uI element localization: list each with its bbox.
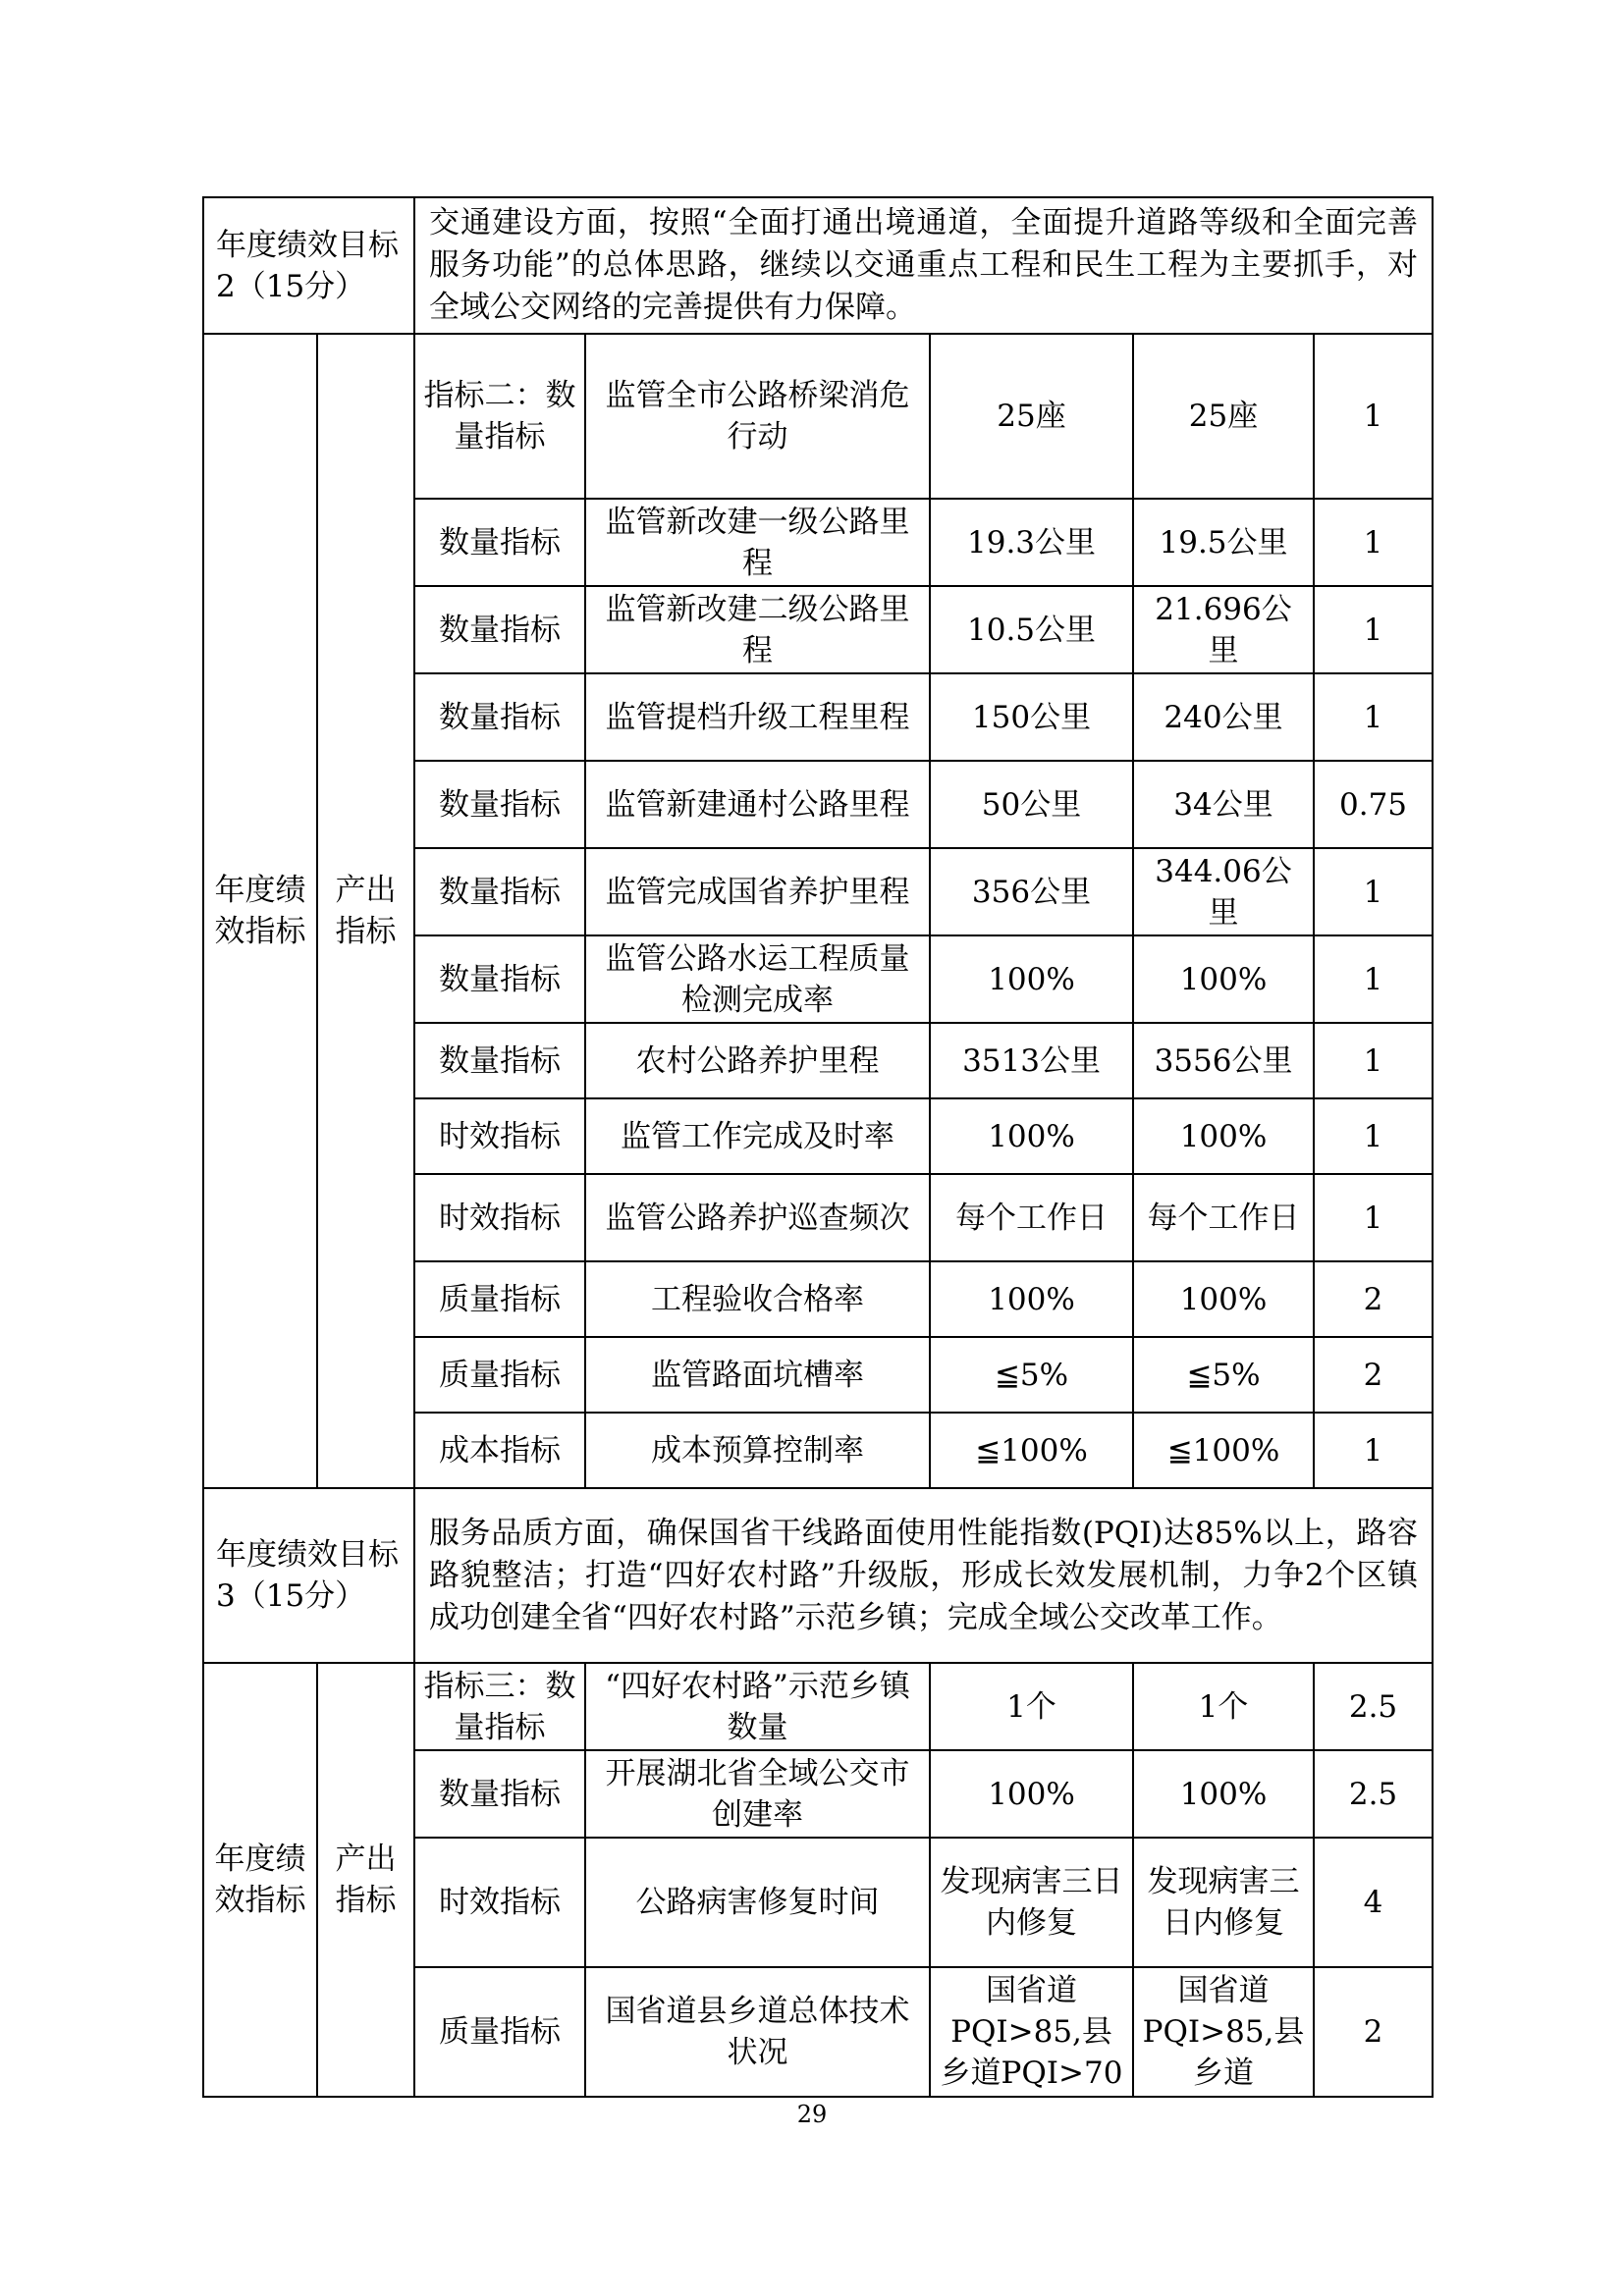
indicator-type: 数量指标 bbox=[414, 499, 585, 586]
indicator-name: “四好农村路”示范乡镇数量 bbox=[585, 1663, 930, 1750]
actual-value: 240公里 bbox=[1133, 673, 1314, 761]
indicator-type: 指标三：数量指标 bbox=[414, 1663, 585, 1750]
indicator-name: 监管完成国省养护里程 bbox=[585, 848, 930, 935]
score-value: 1 bbox=[1314, 848, 1433, 935]
target-value: ≦5% bbox=[930, 1337, 1133, 1413]
actual-value: 3556公里 bbox=[1133, 1023, 1314, 1098]
indicator-name: 国省道县乡道总体技术状况 bbox=[585, 1967, 930, 2097]
actual-value: 21.696公里 bbox=[1133, 586, 1314, 673]
indicator-type: 数量指标 bbox=[414, 1023, 585, 1098]
goal-3-label: 年度绩效目标3（15分） bbox=[203, 1488, 414, 1663]
indicator-type: 时效指标 bbox=[414, 1098, 585, 1174]
score-value: 1 bbox=[1314, 1413, 1433, 1488]
target-value: 100% bbox=[930, 1750, 1133, 1838]
indicator-type: 数量指标 bbox=[414, 761, 585, 848]
score-value: 2.5 bbox=[1314, 1750, 1433, 1838]
indicator-name: 开展湖北省全域公交市创建率 bbox=[585, 1750, 930, 1838]
target-value: 10.5公里 bbox=[930, 586, 1133, 673]
actual-value: 每个工作日 bbox=[1133, 1174, 1314, 1261]
table-row bbox=[203, 1663, 1433, 1750]
indicator-name: 监管公路养护巡查频次 bbox=[585, 1174, 930, 1261]
target-value: 100% bbox=[930, 1098, 1133, 1174]
indicator-name: 监管新改建一级公路里程 bbox=[585, 499, 930, 586]
indicator-name: 监管提档升级工程里程 bbox=[585, 673, 930, 761]
actual-value: 34公里 bbox=[1133, 761, 1314, 848]
target-value: 150公里 bbox=[930, 673, 1133, 761]
indicator-type: 数量指标 bbox=[414, 1750, 585, 1838]
target-value: 每个工作日 bbox=[930, 1174, 1133, 1261]
category-output-indicators: 产出指标 bbox=[317, 334, 414, 1488]
actual-value: 国省道PQI>85,县乡道 bbox=[1133, 1967, 1314, 2097]
target-value: 国省道PQI>85,县乡道PQI>70 bbox=[930, 1967, 1133, 2097]
score-value: 1 bbox=[1314, 935, 1433, 1023]
indicator-type: 数量指标 bbox=[414, 848, 585, 935]
performance-table bbox=[202, 196, 1434, 2098]
score-value: 1 bbox=[1314, 334, 1433, 499]
goal-2-text: 交通建设方面，按照“全面打通出境通道，全面提升道路等级和全面完善服务功能”的总体思路，继续以交通重点工程和民生工程为主要抓手，对全域公交网络的完善提供有力保障。 bbox=[414, 197, 1433, 334]
target-value: 356公里 bbox=[930, 848, 1133, 935]
indicator-name: 监管新建通村公路里程 bbox=[585, 761, 930, 848]
category-annual-indicators: 年度绩效指标 bbox=[203, 1663, 317, 2097]
actual-value: 19.5公里 bbox=[1133, 499, 1314, 586]
score-value: 1 bbox=[1314, 1174, 1433, 1261]
category-annual-indicators: 年度绩效指标 bbox=[203, 334, 317, 1488]
indicator-name: 监管全市公路桥梁消危行动 bbox=[585, 334, 930, 499]
actual-value: 100% bbox=[1133, 1750, 1314, 1838]
actual-value: 344.06公里 bbox=[1133, 848, 1314, 935]
indicator-name: 监管工作完成及时率 bbox=[585, 1098, 930, 1174]
actual-value: ≦100% bbox=[1133, 1413, 1314, 1488]
indicator-type: 时效指标 bbox=[414, 1838, 585, 1967]
indicator-type: 时效指标 bbox=[414, 1174, 585, 1261]
target-value: 19.3公里 bbox=[930, 499, 1133, 586]
score-value: 2.5 bbox=[1314, 1663, 1433, 1750]
actual-value: 发现病害三日内修复 bbox=[1133, 1838, 1314, 1967]
score-value: 1 bbox=[1314, 499, 1433, 586]
indicator-type: 质量指标 bbox=[414, 1261, 585, 1337]
indicator-type: 质量指标 bbox=[414, 1337, 585, 1413]
indicator-name: 公路病害修复时间 bbox=[585, 1838, 930, 1967]
target-value: ≦100% bbox=[930, 1413, 1133, 1488]
target-value: 25座 bbox=[930, 334, 1133, 499]
indicator-type: 数量指标 bbox=[414, 673, 585, 761]
score-value: 1 bbox=[1314, 1023, 1433, 1098]
actual-value: 25座 bbox=[1133, 334, 1314, 499]
actual-value: ≦5% bbox=[1133, 1337, 1314, 1413]
indicator-name: 成本预算控制率 bbox=[585, 1413, 930, 1488]
target-value: 3513公里 bbox=[930, 1023, 1133, 1098]
actual-value: 1个 bbox=[1133, 1663, 1314, 1750]
actual-value: 100% bbox=[1133, 935, 1314, 1023]
score-value: 1 bbox=[1314, 1098, 1433, 1174]
goal-3-row bbox=[203, 1488, 1433, 1663]
target-value: 1个 bbox=[930, 1663, 1133, 1750]
target-value: 50公里 bbox=[930, 761, 1133, 848]
indicator-type: 指标二：数量指标 bbox=[414, 334, 585, 499]
score-value: 1 bbox=[1314, 586, 1433, 673]
target-value: 100% bbox=[930, 1261, 1133, 1337]
indicator-type: 成本指标 bbox=[414, 1413, 585, 1488]
score-value: 4 bbox=[1314, 1838, 1433, 1967]
score-value: 2 bbox=[1314, 1337, 1433, 1413]
actual-value: 100% bbox=[1133, 1261, 1314, 1337]
indicator-type: 数量指标 bbox=[414, 586, 585, 673]
goal-2-label: 年度绩效目标2（15分） bbox=[203, 197, 414, 334]
indicator-name: 监管新改建二级公路里程 bbox=[585, 586, 930, 673]
goal-3-text: 服务品质方面，确保国省干线路面使用性能指数(PQI)达85%以上，路容路貌整洁；打造“四好农村路”升级版，形成长效发展机制，力争2个区镇成功创建全省“四好农村路”示范乡镇；完成全域公交改革工作。 bbox=[414, 1488, 1433, 1663]
score-value: 2 bbox=[1314, 1261, 1433, 1337]
target-value: 发现病害三日内修复 bbox=[930, 1838, 1133, 1967]
indicator-type: 数量指标 bbox=[414, 935, 585, 1023]
indicator-name: 工程验收合格率 bbox=[585, 1261, 930, 1337]
category-output-indicators: 产出指标 bbox=[317, 1663, 414, 2097]
score-value: 2 bbox=[1314, 1967, 1433, 2097]
actual-value: 100% bbox=[1133, 1098, 1314, 1174]
indicator-name: 农村公路养护里程 bbox=[585, 1023, 930, 1098]
indicator-type: 质量指标 bbox=[414, 1967, 585, 2097]
target-value: 100% bbox=[930, 935, 1133, 1023]
indicator-name: 监管公路水运工程质量检测完成率 bbox=[585, 935, 930, 1023]
goal-2-row bbox=[203, 197, 1433, 334]
score-value: 1 bbox=[1314, 673, 1433, 761]
table-row bbox=[203, 334, 1433, 499]
indicator-name: 监管路面坑槽率 bbox=[585, 1337, 930, 1413]
page-number: 29 bbox=[796, 2101, 828, 2128]
score-value: 0.75 bbox=[1314, 761, 1433, 848]
